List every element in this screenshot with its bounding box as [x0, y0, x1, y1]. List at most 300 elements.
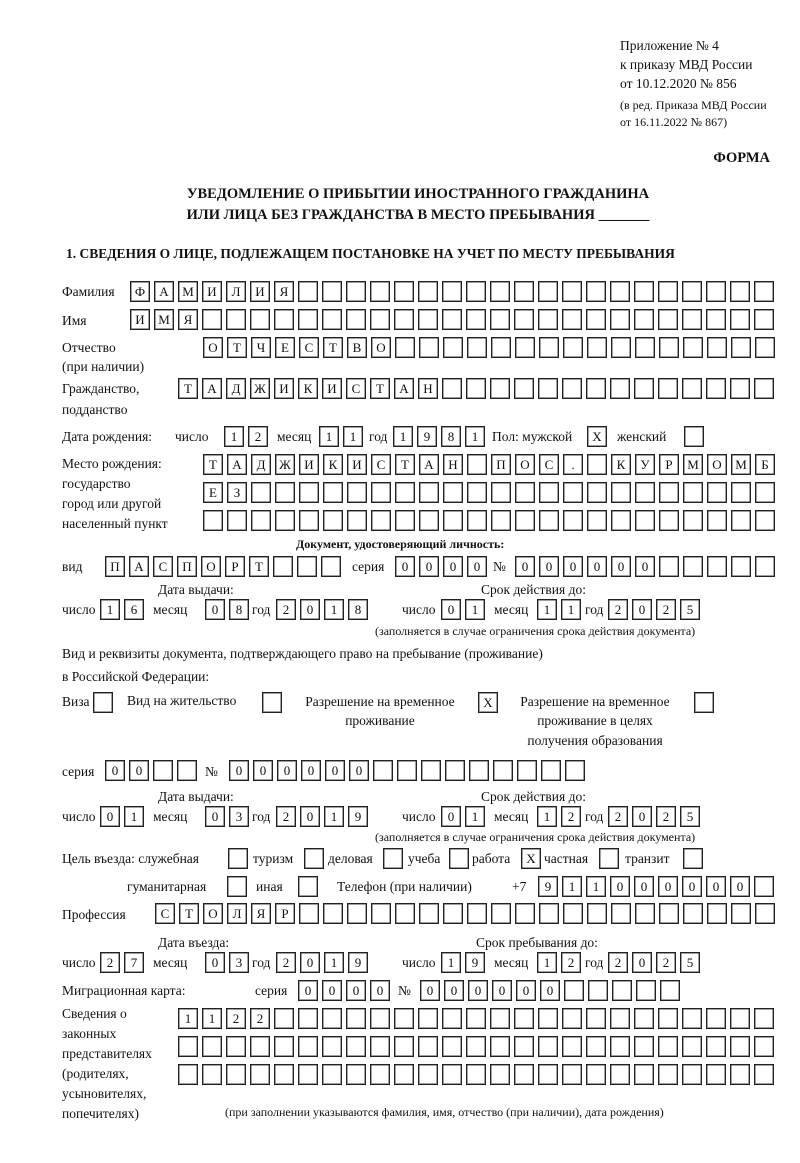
char-cell[interactable]: 0 [298, 980, 318, 1001]
char-cell[interactable] [731, 903, 751, 924]
checkbox-cell[interactable] [227, 876, 247, 897]
char-cell[interactable] [563, 337, 583, 358]
char-cell[interactable]: И [202, 281, 222, 302]
char-cell[interactable] [682, 1036, 702, 1057]
char-cell[interactable] [347, 510, 367, 531]
char-cell[interactable] [250, 309, 270, 330]
checkbox-cell[interactable] [599, 848, 619, 869]
char-cell[interactable] [754, 1008, 774, 1029]
char-cell[interactable]: 0 [634, 876, 654, 897]
char-cell[interactable] [634, 281, 654, 302]
char-cell[interactable] [539, 482, 559, 503]
char-cell[interactable] [274, 1036, 294, 1057]
char-cell[interactable] [370, 281, 390, 302]
char-cell[interactable] [490, 1036, 510, 1057]
char-cell[interactable] [346, 1064, 366, 1085]
char-cell[interactable] [611, 482, 631, 503]
char-cell[interactable]: И [347, 454, 367, 475]
char-cell[interactable] [178, 1064, 198, 1085]
char-cell[interactable] [298, 1064, 318, 1085]
char-cell[interactable] [418, 309, 438, 330]
char-cell[interactable] [274, 1008, 294, 1029]
char-cell[interactable] [202, 309, 222, 330]
char-cell[interactable] [514, 378, 534, 399]
char-cell[interactable] [203, 510, 223, 531]
char-cell[interactable] [755, 556, 775, 577]
char-cell[interactable] [515, 337, 535, 358]
char-cell[interactable] [466, 281, 486, 302]
char-cell[interactable] [562, 1064, 582, 1085]
char-cell[interactable]: 0 [441, 806, 461, 827]
char-cell[interactable] [634, 1008, 654, 1029]
char-cell[interactable] [251, 510, 271, 531]
char-cell[interactable] [274, 309, 294, 330]
checkbox-cell[interactable] [683, 848, 703, 869]
char-cell[interactable]: 1 [324, 599, 344, 620]
char-cell[interactable]: 5 [680, 806, 700, 827]
char-cell[interactable] [538, 1036, 558, 1057]
char-cell[interactable] [443, 510, 463, 531]
char-cell[interactable]: 0 [587, 556, 607, 577]
char-cell[interactable] [418, 1064, 438, 1085]
char-cell[interactable] [731, 510, 751, 531]
char-cell[interactable]: 0 [516, 980, 536, 1001]
char-cell[interactable]: 9 [348, 952, 368, 973]
char-cell[interactable] [659, 903, 679, 924]
char-cell[interactable] [418, 1008, 438, 1029]
char-cell[interactable]: 1 [100, 599, 120, 620]
char-cell[interactable]: 1 [178, 1008, 198, 1029]
char-cell[interactable]: 3 [229, 952, 249, 973]
char-cell[interactable] [587, 510, 607, 531]
char-cell[interactable]: 1 [393, 426, 413, 447]
char-cell[interactable] [730, 378, 750, 399]
char-cell[interactable] [467, 337, 487, 358]
char-cell[interactable] [178, 1036, 198, 1057]
char-cell[interactable] [177, 760, 197, 781]
char-cell[interactable] [370, 1036, 390, 1057]
char-cell[interactable] [273, 556, 293, 577]
char-cell[interactable] [587, 903, 607, 924]
char-cell[interactable] [490, 1008, 510, 1029]
char-cell[interactable] [730, 281, 750, 302]
char-cell[interactable] [658, 309, 678, 330]
char-cell[interactable] [443, 337, 463, 358]
char-cell[interactable] [514, 1008, 534, 1029]
char-cell[interactable] [467, 454, 487, 475]
char-cell[interactable] [202, 1036, 222, 1057]
char-cell[interactable] [731, 337, 751, 358]
char-cell[interactable]: С [371, 454, 391, 475]
char-cell[interactable]: 0 [105, 760, 125, 781]
char-cell[interactable] [347, 903, 367, 924]
char-cell[interactable] [541, 760, 561, 781]
char-cell[interactable] [586, 1036, 606, 1057]
char-cell[interactable] [563, 903, 583, 924]
checkbox-cell[interactable] [694, 692, 714, 713]
char-cell[interactable]: 0 [229, 760, 249, 781]
char-cell[interactable]: 1 [324, 952, 344, 973]
char-cell[interactable]: М [683, 454, 703, 475]
char-cell[interactable]: С [346, 378, 366, 399]
char-cell[interactable] [658, 1064, 678, 1085]
char-cell[interactable]: 5 [680, 952, 700, 973]
char-cell[interactable] [491, 337, 511, 358]
char-cell[interactable]: О [201, 556, 221, 577]
char-cell[interactable]: 2 [608, 806, 628, 827]
char-cell[interactable]: Н [418, 378, 438, 399]
char-cell[interactable] [346, 309, 366, 330]
char-cell[interactable]: 2 [608, 599, 628, 620]
char-cell[interactable] [298, 281, 318, 302]
char-cell[interactable] [491, 482, 511, 503]
char-cell[interactable]: Р [659, 454, 679, 475]
char-cell[interactable] [466, 378, 486, 399]
char-cell[interactable] [707, 510, 727, 531]
char-cell[interactable]: 2 [561, 952, 581, 973]
char-cell[interactable]: 0 [443, 556, 463, 577]
char-cell[interactable]: 0 [539, 556, 559, 577]
checkbox-cell[interactable] [262, 692, 282, 713]
char-cell[interactable] [322, 281, 342, 302]
char-cell[interactable] [565, 760, 585, 781]
char-cell[interactable]: Т [395, 454, 415, 475]
char-cell[interactable] [371, 903, 391, 924]
char-cell[interactable] [371, 482, 391, 503]
char-cell[interactable]: Т [323, 337, 343, 358]
char-cell[interactable]: 1 [537, 599, 557, 620]
char-cell[interactable]: 1 [537, 806, 557, 827]
char-cell[interactable]: А [129, 556, 149, 577]
char-cell[interactable]: 0 [632, 806, 652, 827]
char-cell[interactable] [298, 1008, 318, 1029]
char-cell[interactable] [610, 378, 630, 399]
char-cell[interactable]: 0 [444, 980, 464, 1001]
char-cell[interactable]: 0 [419, 556, 439, 577]
char-cell[interactable] [373, 760, 393, 781]
char-cell[interactable]: 2 [656, 952, 676, 973]
char-cell[interactable] [730, 309, 750, 330]
char-cell[interactable]: 1 [324, 806, 344, 827]
char-cell[interactable]: 1 [586, 876, 606, 897]
char-cell[interactable]: 0 [441, 599, 461, 620]
char-cell[interactable] [419, 510, 439, 531]
char-cell[interactable] [323, 482, 343, 503]
checkbox-cell[interactable]: X [521, 848, 541, 869]
char-cell[interactable] [466, 1036, 486, 1057]
char-cell[interactable]: А [202, 378, 222, 399]
char-cell[interactable] [445, 760, 465, 781]
char-cell[interactable] [395, 903, 415, 924]
char-cell[interactable] [587, 454, 607, 475]
char-cell[interactable]: П [177, 556, 197, 577]
char-cell[interactable]: 0 [129, 760, 149, 781]
char-cell[interactable] [612, 980, 632, 1001]
char-cell[interactable] [419, 482, 439, 503]
char-cell[interactable]: 2 [561, 806, 581, 827]
char-cell[interactable] [299, 482, 319, 503]
char-cell[interactable]: 0 [205, 599, 225, 620]
char-cell[interactable] [706, 378, 726, 399]
char-cell[interactable] [755, 510, 775, 531]
char-cell[interactable] [491, 903, 511, 924]
char-cell[interactable]: Т [178, 378, 198, 399]
char-cell[interactable] [514, 1064, 534, 1085]
char-cell[interactable]: 0 [658, 876, 678, 897]
char-cell[interactable] [490, 281, 510, 302]
char-cell[interactable]: 7 [124, 952, 144, 973]
char-cell[interactable]: 0 [325, 760, 345, 781]
char-cell[interactable]: 0 [420, 980, 440, 1001]
char-cell[interactable] [682, 281, 702, 302]
char-cell[interactable]: 2 [248, 426, 268, 447]
char-cell[interactable] [562, 281, 582, 302]
checkbox-cell[interactable] [228, 848, 248, 869]
char-cell[interactable]: 5 [680, 599, 700, 620]
char-cell[interactable]: 0 [492, 980, 512, 1001]
char-cell[interactable] [466, 309, 486, 330]
char-cell[interactable]: 0 [468, 980, 488, 1001]
char-cell[interactable] [635, 337, 655, 358]
char-cell[interactable]: 0 [349, 760, 369, 781]
char-cell[interactable] [442, 1036, 462, 1057]
char-cell[interactable]: И [130, 309, 150, 330]
char-cell[interactable]: И [322, 378, 342, 399]
char-cell[interactable] [442, 378, 462, 399]
char-cell[interactable] [586, 1064, 606, 1085]
char-cell[interactable] [658, 1008, 678, 1029]
char-cell[interactable]: Л [227, 903, 247, 924]
char-cell[interactable] [394, 281, 414, 302]
char-cell[interactable]: . [563, 454, 583, 475]
char-cell[interactable] [586, 281, 606, 302]
char-cell[interactable] [683, 903, 703, 924]
char-cell[interactable]: 0 [706, 876, 726, 897]
char-cell[interactable] [611, 337, 631, 358]
char-cell[interactable]: 8 [348, 599, 368, 620]
char-cell[interactable] [395, 510, 415, 531]
char-cell[interactable] [275, 482, 295, 503]
char-cell[interactable] [493, 760, 513, 781]
char-cell[interactable]: П [491, 454, 511, 475]
char-cell[interactable]: 1 [343, 426, 363, 447]
char-cell[interactable]: Д [251, 454, 271, 475]
char-cell[interactable] [490, 378, 510, 399]
char-cell[interactable] [394, 1008, 414, 1029]
char-cell[interactable] [755, 903, 775, 924]
checkbox-cell[interactable] [304, 848, 324, 869]
char-cell[interactable] [323, 903, 343, 924]
char-cell[interactable]: 0 [277, 760, 297, 781]
char-cell[interactable]: К [323, 454, 343, 475]
char-cell[interactable] [202, 1064, 222, 1085]
char-cell[interactable] [611, 903, 631, 924]
char-cell[interactable]: 0 [632, 952, 652, 973]
char-cell[interactable]: Е [275, 337, 295, 358]
char-cell[interactable] [514, 309, 534, 330]
char-cell[interactable] [563, 510, 583, 531]
char-cell[interactable] [634, 378, 654, 399]
char-cell[interactable]: Т [179, 903, 199, 924]
char-cell[interactable] [562, 1036, 582, 1057]
char-cell[interactable] [467, 482, 487, 503]
char-cell[interactable]: Ж [250, 378, 270, 399]
char-cell[interactable]: Р [275, 903, 295, 924]
char-cell[interactable] [754, 281, 774, 302]
char-cell[interactable] [683, 337, 703, 358]
char-cell[interactable]: А [394, 378, 414, 399]
char-cell[interactable]: Е [203, 482, 223, 503]
char-cell[interactable] [298, 1036, 318, 1057]
char-cell[interactable] [588, 980, 608, 1001]
char-cell[interactable]: 1 [465, 806, 485, 827]
char-cell[interactable] [659, 337, 679, 358]
char-cell[interactable]: С [539, 454, 559, 475]
char-cell[interactable] [274, 1064, 294, 1085]
char-cell[interactable]: 0 [730, 876, 750, 897]
checkbox-cell[interactable] [93, 692, 113, 713]
char-cell[interactable] [394, 1064, 414, 1085]
char-cell[interactable] [562, 1008, 582, 1029]
char-cell[interactable] [539, 510, 559, 531]
char-cell[interactable] [370, 309, 390, 330]
char-cell[interactable]: 0 [467, 556, 487, 577]
char-cell[interactable]: 1 [124, 806, 144, 827]
char-cell[interactable] [731, 556, 751, 577]
char-cell[interactable]: О [203, 903, 223, 924]
char-cell[interactable] [682, 1064, 702, 1085]
char-cell[interactable]: 0 [635, 556, 655, 577]
char-cell[interactable] [755, 337, 775, 358]
char-cell[interactable] [634, 1064, 654, 1085]
char-cell[interactable] [250, 1036, 270, 1057]
checkbox-cell[interactable]: X [478, 692, 498, 713]
char-cell[interactable]: О [203, 337, 223, 358]
char-cell[interactable] [586, 1008, 606, 1029]
char-cell[interactable] [634, 309, 654, 330]
char-cell[interactable] [421, 760, 441, 781]
char-cell[interactable]: А [227, 454, 247, 475]
char-cell[interactable] [514, 1036, 534, 1057]
char-cell[interactable] [226, 309, 246, 330]
char-cell[interactable] [321, 556, 341, 577]
char-cell[interactable] [226, 1036, 246, 1057]
char-cell[interactable] [586, 378, 606, 399]
char-cell[interactable] [322, 1036, 342, 1057]
char-cell[interactable] [323, 510, 343, 531]
char-cell[interactable] [322, 1064, 342, 1085]
char-cell[interactable] [298, 309, 318, 330]
char-cell[interactable]: 0 [610, 876, 630, 897]
char-cell[interactable]: И [299, 454, 319, 475]
char-cell[interactable]: К [298, 378, 318, 399]
char-cell[interactable]: И [274, 378, 294, 399]
char-cell[interactable]: 0 [682, 876, 702, 897]
char-cell[interactable] [754, 1036, 774, 1057]
char-cell[interactable] [730, 1036, 750, 1057]
char-cell[interactable] [683, 556, 703, 577]
char-cell[interactable] [636, 980, 656, 1001]
char-cell[interactable] [491, 510, 511, 531]
char-cell[interactable] [635, 903, 655, 924]
char-cell[interactable]: 0 [300, 952, 320, 973]
char-cell[interactable] [682, 378, 702, 399]
char-cell[interactable] [539, 903, 559, 924]
char-cell[interactable]: Т [370, 378, 390, 399]
char-cell[interactable] [419, 337, 439, 358]
char-cell[interactable]: 1 [319, 426, 339, 447]
char-cell[interactable] [370, 1008, 390, 1029]
char-cell[interactable] [610, 281, 630, 302]
char-cell[interactable] [706, 1064, 726, 1085]
char-cell[interactable]: Т [249, 556, 269, 577]
char-cell[interactable] [490, 1064, 510, 1085]
char-cell[interactable]: О [707, 454, 727, 475]
char-cell[interactable]: 0 [322, 980, 342, 1001]
char-cell[interactable]: Я [178, 309, 198, 330]
char-cell[interactable]: 1 [441, 952, 461, 973]
char-cell[interactable] [490, 309, 510, 330]
char-cell[interactable] [299, 510, 319, 531]
char-cell[interactable]: Л [226, 281, 246, 302]
char-cell[interactable] [659, 482, 679, 503]
char-cell[interactable] [539, 337, 559, 358]
char-cell[interactable]: А [154, 281, 174, 302]
char-cell[interactable] [731, 482, 751, 503]
char-cell[interactable]: П [105, 556, 125, 577]
char-cell[interactable] [635, 482, 655, 503]
char-cell[interactable]: 2 [250, 1008, 270, 1029]
char-cell[interactable] [564, 980, 584, 1001]
char-cell[interactable] [658, 1036, 678, 1057]
char-cell[interactable]: 0 [611, 556, 631, 577]
char-cell[interactable]: В [347, 337, 367, 358]
char-cell[interactable]: У [635, 454, 655, 475]
char-cell[interactable] [347, 482, 367, 503]
char-cell[interactable]: 1 [202, 1008, 222, 1029]
char-cell[interactable]: Ч [251, 337, 271, 358]
char-cell[interactable] [443, 482, 463, 503]
char-cell[interactable]: 2 [276, 806, 296, 827]
char-cell[interactable]: 8 [229, 599, 249, 620]
char-cell[interactable] [706, 1036, 726, 1057]
char-cell[interactable] [754, 309, 774, 330]
char-cell[interactable]: Т [203, 454, 223, 475]
checkbox-cell[interactable] [298, 876, 318, 897]
char-cell[interactable]: О [371, 337, 391, 358]
char-cell[interactable] [683, 482, 703, 503]
char-cell[interactable] [610, 309, 630, 330]
char-cell[interactable]: 0 [632, 599, 652, 620]
char-cell[interactable] [538, 378, 558, 399]
char-cell[interactable] [227, 510, 247, 531]
char-cell[interactable] [754, 378, 774, 399]
checkbox-cell[interactable]: X [587, 426, 607, 447]
char-cell[interactable]: 9 [348, 806, 368, 827]
char-cell[interactable]: 9 [465, 952, 485, 973]
char-cell[interactable] [706, 309, 726, 330]
char-cell[interactable] [754, 1064, 774, 1085]
char-cell[interactable]: И [250, 281, 270, 302]
char-cell[interactable]: 0 [346, 980, 366, 1001]
char-cell[interactable] [634, 1036, 654, 1057]
char-cell[interactable] [682, 309, 702, 330]
char-cell[interactable]: М [178, 281, 198, 302]
char-cell[interactable]: Р [225, 556, 245, 577]
char-cell[interactable] [394, 1036, 414, 1057]
char-cell[interactable]: Я [251, 903, 271, 924]
char-cell[interactable] [467, 903, 487, 924]
